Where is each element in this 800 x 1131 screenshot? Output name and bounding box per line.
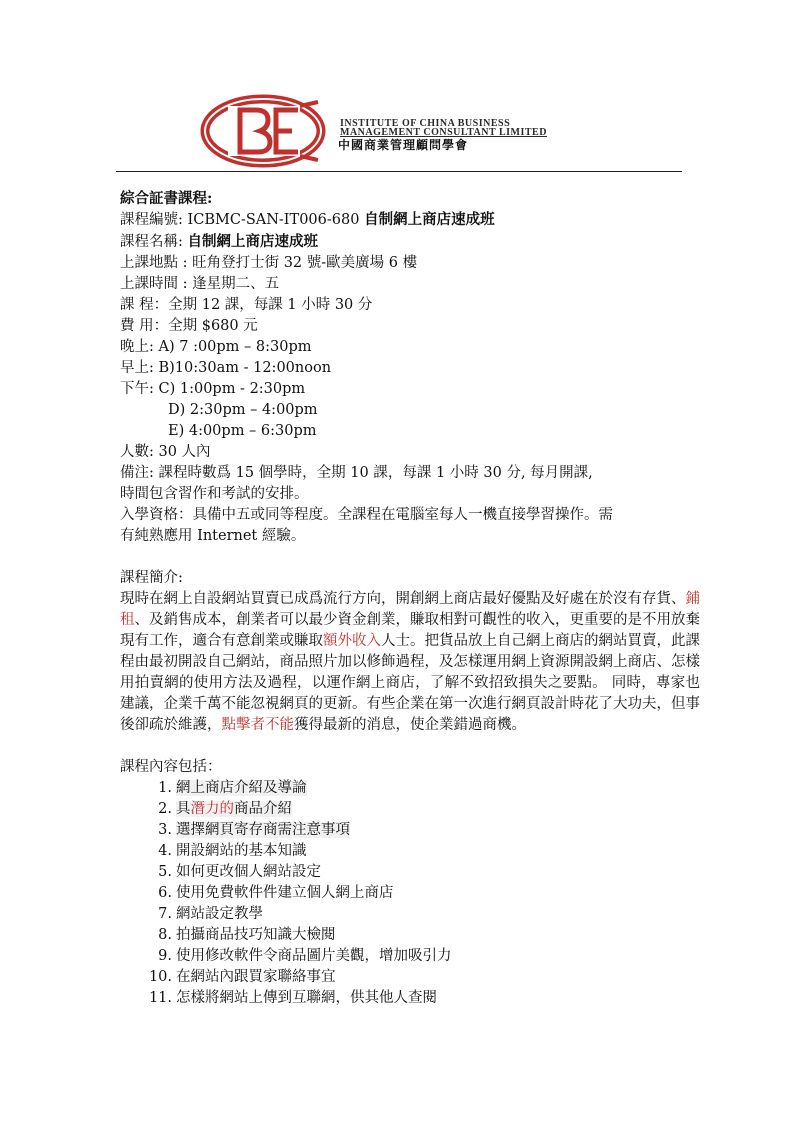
- course-name-line: [120, 231, 700, 253]
- admission-1: 入學資格：具備中五或同等程度。全課程在電腦室每人一機直接學習操作。需: [120, 507, 613, 523]
- org-name-cn: 中國商業管理顧問學會: [338, 138, 469, 152]
- list-item: 2. 具潛力的商品介紹: [158, 801, 292, 817]
- course-code-line: [120, 209, 700, 231]
- institute-logo: [200, 92, 335, 170]
- contents-list: [146, 778, 700, 1009]
- list-item: 10. 在網站內跟買家聯絡事宜: [148, 969, 336, 985]
- list-item: 8. 拍攝商品技巧知識大檢閱: [158, 927, 336, 943]
- admission-2: 有純熟應用 Internet 經驗。: [120, 528, 306, 544]
- list-item: 4. 開設網站的基本知識: [158, 843, 307, 859]
- highlight-extra-income: 額外收入: [323, 633, 381, 649]
- schedule-morning: 早上: B)10:30am - 12:00noon: [120, 360, 332, 376]
- course-fee: 費 用：全期 $680 元: [120, 318, 258, 334]
- course-heading: 綜合証書課程:: [120, 190, 213, 207]
- list-item: 6. 使用免費軟件件建立個人網上商店: [158, 885, 394, 901]
- schedule-evening: 晚上: A) 7 :00pm – 8:30pm: [120, 339, 312, 355]
- letterhead: [0, 0, 800, 180]
- org-name-en-line1: INSTITUTE OF CHINA BUSINESS: [340, 118, 511, 129]
- course-time: 上課時間 : 逢星期二、五: [120, 276, 280, 292]
- course-code-label: 課程編號:: [120, 212, 183, 228]
- course-code: ICBMC-SAN-IT006-680: [187, 212, 360, 228]
- course-name-label: 課程名稱:: [120, 234, 183, 250]
- schedule-afternoon-e: E) 4:00pm – 6:30pm: [168, 423, 317, 439]
- list-item: 1. 網上商店介紹及導論: [158, 780, 307, 796]
- course-remark-2: 時間包含習作和考試的安排。: [120, 486, 309, 502]
- list-item: 3. 選擇網頁寄存商需注意事項: [158, 822, 350, 838]
- schedule-afternoon: 下午: C) 1:00pm - 2:30pm: [120, 381, 306, 397]
- course-capacity: 人數: 30 人內: [120, 444, 211, 460]
- course-code-title: 自制網上商店速成班: [364, 211, 495, 228]
- contents-heading: 課程內容包括：: [120, 759, 222, 775]
- schedule-afternoon-d: D) 2:30pm – 4:00pm: [168, 402, 318, 418]
- intro-heading: 課程簡介:: [120, 570, 183, 586]
- list-item: 5. 如何更改個人網站設定: [158, 864, 321, 880]
- course-remark-1: 備注: 課程時數爲 15 個學時，全期 10 課，每課 1 小時 30 分, 每月開課,: [120, 465, 593, 481]
- course-document: [120, 188, 700, 1009]
- highlight-potential: 潛力的: [190, 801, 234, 817]
- highlight-rent: 鋪租: [120, 591, 700, 628]
- list-item: 7. 網站設定教學: [158, 906, 263, 922]
- list-item: 11. 怎樣將網站上傳到互聯網，供其他人查閱: [148, 990, 437, 1006]
- list-item: 9. 使用修改軟件令商品圖片美觀，增加吸引力: [158, 948, 452, 964]
- org-name-en-line2: MANAGEMENT CONSULTANT LIMITED: [340, 127, 547, 138]
- course-location: 上課地點 : 旺角登打士街 32 號-歐美廣場 6 樓: [120, 255, 418, 271]
- highlight-clickers: 點擊者不能: [221, 717, 294, 733]
- course-name: 自制網上商店速成班: [187, 233, 318, 250]
- header-divider: [116, 171, 682, 172]
- course-lessons: 課 程：全期 12 課，每課 1 小時 30 分: [120, 297, 373, 313]
- intro-paragraph: 現時在網上自設網站買賣已成爲流行方向，開創網上商店最好優點及好處在於沒有存貨、鋪租、及銷售成本，創業者可以最少資金創業，賺取相對可觀性的收入，更重要的是不用放棄現有工作，適合有意創業或賺取額外收入人士。把貨品放上自己網上商店的網站買賣，此課程由最初開設自己網站，商品照片加以修飾過程，及怎樣運用網上資源開設網上商店、怎樣用拍賣網的使用方法及過程，以運作網上商店，了解不致招致損失之要點。 同時，專家也建議，企業千萬不能忽視網頁的更新。有些企業在第一次進行網頁設計時花了大功夫，但事後卻疏於維護，點擊者不能獲得最新的消息，使企業錯過商機。: [120, 591, 700, 733]
